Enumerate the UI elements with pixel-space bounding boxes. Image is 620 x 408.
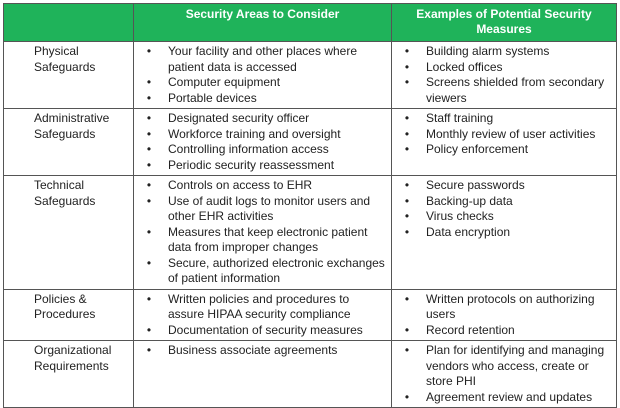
row-area-label: Technical Safeguards <box>4 176 134 290</box>
bullet-icon: • <box>404 224 410 239</box>
consideration-text: Computer equipment <box>168 75 281 89</box>
table-body <box>4 42 617 408</box>
consideration-text: Business associate agreements <box>168 343 338 357</box>
consideration-list-item <box>138 127 387 143</box>
row-considerations-cell <box>134 109 392 176</box>
measure-text: Written protocols on authorizing users <box>426 291 595 321</box>
consideration-list-item <box>138 142 387 158</box>
table-row <box>4 176 617 290</box>
consideration-list-item <box>138 292 387 323</box>
bullet-icon: • <box>146 157 152 172</box>
measure-list-item <box>396 343 612 390</box>
measure-list-item <box>396 390 612 406</box>
consideration-text: Your facility and other places where patient data is accessed <box>168 44 357 74</box>
bullet-icon: • <box>146 111 152 125</box>
bullet-icon: • <box>404 291 410 306</box>
bullet-icon: • <box>404 178 410 192</box>
bullet-icon: • <box>146 90 152 105</box>
consideration-list <box>138 292 387 339</box>
measure-list-item <box>396 111 612 127</box>
measure-text: Plan for identifying and managing vendors who access, create or store PHI <box>426 343 605 388</box>
consideration-list <box>138 44 387 106</box>
measure-list-item <box>396 44 612 60</box>
measure-text: Staff training <box>426 111 494 125</box>
row-area-label: Administrative Safeguards <box>4 109 134 176</box>
measure-list-item <box>396 142 612 158</box>
measure-list-item <box>396 178 612 194</box>
table-row <box>4 42 617 109</box>
measure-list <box>396 44 612 106</box>
bullet-icon: • <box>404 209 410 223</box>
consideration-text: Use of audit logs to monitor users and other EHR activities <box>168 193 371 223</box>
measure-text: Locked offices <box>426 59 503 74</box>
consideration-list-item <box>138 343 387 359</box>
measure-list-item <box>396 225 612 241</box>
measure-list-item <box>396 75 612 106</box>
bullet-icon: • <box>146 75 152 89</box>
row-measures-cell <box>392 341 617 408</box>
bullet-icon: • <box>404 59 410 74</box>
measure-list-item <box>396 194 612 210</box>
measure-list-item <box>396 323 612 339</box>
consideration-list <box>138 343 387 359</box>
measure-text: Monthly review of user activities <box>426 126 596 141</box>
measure-list-item <box>396 209 612 225</box>
bullet-icon: • <box>404 322 410 337</box>
row-considerations-cell <box>134 42 392 109</box>
row-measures-cell <box>392 289 617 341</box>
row-measures-cell <box>392 42 617 109</box>
bullet-icon: • <box>146 343 152 357</box>
measure-text: Policy enforcement <box>426 142 529 156</box>
row-considerations-cell <box>134 176 392 290</box>
header-security-areas: Security Areas to Consider <box>134 4 392 42</box>
header-security-measures: Examples of Potential Security Measures <box>392 4 617 42</box>
bullet-icon: • <box>146 44 152 58</box>
consideration-list-item <box>138 323 387 339</box>
table-row <box>4 289 617 341</box>
row-measures-cell <box>392 176 617 290</box>
measure-list <box>396 178 612 240</box>
measure-text: Virus checks <box>426 209 494 223</box>
consideration-list-item <box>138 194 387 225</box>
measure-list <box>396 292 612 339</box>
bullet-icon: • <box>146 291 152 306</box>
consideration-text: Controlling information access <box>168 142 329 156</box>
measure-text: Secure passwords <box>426 178 525 192</box>
bullet-icon: • <box>404 343 410 357</box>
bullet-icon: • <box>404 193 410 208</box>
consideration-text: Written policies and procedures to assure HIPAA security compliance <box>168 291 351 321</box>
measure-list-item <box>396 127 612 143</box>
measure-list-item <box>396 60 612 76</box>
table-row <box>4 341 617 408</box>
row-considerations-cell <box>134 341 392 408</box>
consideration-text: Portable devices <box>168 90 257 105</box>
row-area-label: Organizational Requirements <box>4 341 134 408</box>
bullet-icon: • <box>146 255 152 270</box>
bullet-icon: • <box>146 322 152 337</box>
consideration-text: Periodic security reassessment <box>168 157 335 172</box>
consideration-text: Secure, authorized electronic exchanges of patient information <box>168 255 385 285</box>
row-considerations-cell <box>134 289 392 341</box>
bullet-icon: • <box>404 142 410 156</box>
consideration-list <box>138 111 387 173</box>
consideration-list-item <box>138 225 387 256</box>
consideration-list-item <box>138 111 387 127</box>
measure-list-item <box>396 292 612 323</box>
measure-text: Backing-up data <box>426 193 513 208</box>
row-area-label: Policies & Procedures <box>4 289 134 341</box>
consideration-text: Workforce training and oversight <box>168 126 341 141</box>
consideration-list-item <box>138 75 387 91</box>
bullet-icon: • <box>146 142 152 156</box>
consideration-list <box>138 178 387 287</box>
table-row <box>4 109 617 176</box>
bullet-icon: • <box>404 75 410 89</box>
header-empty-cell <box>4 4 134 42</box>
row-area-label: Physical Safeguards <box>4 42 134 109</box>
consideration-text: Controls on access to EHR <box>168 178 313 192</box>
consideration-list-item <box>138 44 387 75</box>
measure-text: Building alarm systems <box>426 44 550 58</box>
header-row <box>4 4 617 42</box>
consideration-text: Documentation of security measures <box>168 322 363 337</box>
bullet-icon: • <box>146 126 152 141</box>
measure-text: Data encryption <box>426 224 511 239</box>
bullet-icon: • <box>404 111 410 125</box>
table-header <box>4 4 617 42</box>
row-measures-cell <box>392 109 617 176</box>
security-table <box>3 3 617 408</box>
consideration-list-item <box>138 158 387 174</box>
measure-text: Screens shielded from secondary viewers <box>426 75 605 105</box>
measure-list <box>396 111 612 158</box>
consideration-list-item <box>138 91 387 107</box>
bullet-icon: • <box>404 44 410 58</box>
bullet-icon: • <box>146 193 152 208</box>
measure-list <box>396 343 612 405</box>
bullet-icon: • <box>146 224 152 239</box>
measure-text: Record retention <box>426 322 515 337</box>
consideration-list-item <box>138 256 387 287</box>
consideration-list-item <box>138 178 387 194</box>
bullet-icon: • <box>146 178 152 192</box>
bullet-icon: • <box>404 389 410 404</box>
consideration-text: Measures that keep electronic patient data from improper changes <box>168 224 368 254</box>
measure-text: Agreement review and updates <box>426 389 593 404</box>
consideration-text: Designated security officer <box>168 111 310 125</box>
bullet-icon: • <box>404 126 410 141</box>
